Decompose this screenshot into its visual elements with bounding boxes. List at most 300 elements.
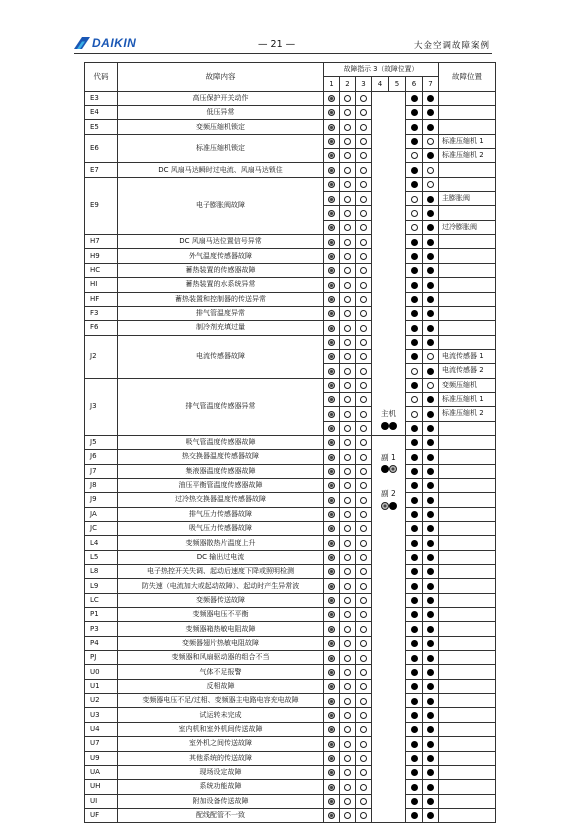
- indicator-cell-2: [340, 579, 356, 593]
- filled-dot-icon: [411, 698, 418, 705]
- fault-description: 标准压缩机锁定: [118, 134, 324, 163]
- open-circle-icon: [344, 382, 351, 389]
- filled-dot-icon: [427, 454, 434, 461]
- indicator-cell-2: [340, 694, 356, 708]
- filled-dot-icon: [427, 368, 434, 375]
- indicator-cell-2: [340, 808, 356, 822]
- open-circle-icon: [344, 95, 351, 102]
- open-circle-icon: [360, 511, 367, 518]
- open-circle-icon: [344, 698, 351, 705]
- fault-code: H7: [85, 235, 118, 249]
- open-circle-icon: [344, 325, 351, 332]
- dotted-circle-icon: [328, 196, 335, 203]
- filled-dot-icon: [427, 611, 434, 618]
- fault-description: 变频器电压不平衡: [118, 608, 324, 622]
- page-number: — 21 —: [258, 39, 296, 50]
- indicator-cell-3: [356, 278, 372, 292]
- indicator-cell-2: [340, 292, 356, 306]
- indicator-cell-7: [423, 507, 439, 521]
- open-circle-icon: [411, 196, 418, 203]
- fault-description: 变频压缩机锁定: [118, 120, 324, 134]
- indicator-cell-6: [406, 808, 423, 822]
- fault-location: [439, 163, 496, 177]
- fault-description: 变频器电压不足/过相、变频器主电路电容充电故障: [118, 694, 324, 708]
- fault-description: 油压平衡管温度传感器故障: [118, 478, 324, 492]
- open-circle-icon: [344, 769, 351, 776]
- fault-location: [439, 249, 496, 263]
- fault-code: P3: [85, 622, 118, 636]
- open-circle-icon: [360, 798, 367, 805]
- indicator-cell-3: [356, 91, 372, 105]
- open-circle-icon: [360, 497, 367, 504]
- dotted-circle-icon: [328, 655, 335, 662]
- header-divider: [74, 53, 492, 54]
- indicator-cell-2: [340, 306, 356, 320]
- filled-dot-icon: [427, 325, 434, 332]
- fault-description: 低压异常: [118, 106, 324, 120]
- logo-text: DAIKIN: [92, 36, 137, 50]
- filled-dot-icon: [427, 669, 434, 676]
- open-circle-icon: [411, 411, 418, 418]
- indicator-cell-3: [356, 737, 372, 751]
- table-row: [85, 522, 496, 536]
- open-circle-icon: [360, 741, 367, 748]
- indicator-cell-7: [423, 364, 439, 378]
- dotted-circle-icon: [328, 138, 335, 145]
- indicator-cell-7: [423, 565, 439, 579]
- indicator-cell-6: [406, 392, 423, 406]
- filled-dot-icon: [427, 310, 434, 317]
- indicator-cell-1: [324, 722, 340, 736]
- fault-code: P4: [85, 636, 118, 650]
- sub-unit-indicator: [372, 435, 406, 822]
- table-row: [85, 263, 496, 277]
- indicator-cell-1: [324, 321, 340, 335]
- indicator-cell-7: [423, 378, 439, 392]
- filled-dot-icon: [427, 196, 434, 203]
- filled-dot-icon: [427, 296, 434, 303]
- fault-location: [439, 550, 496, 564]
- open-circle-icon: [411, 396, 418, 403]
- indicator-cell-3: [356, 622, 372, 636]
- open-circle-icon: [344, 253, 351, 260]
- filled-dot-icon: [427, 540, 434, 547]
- fault-description: 附加设备传送故障: [118, 794, 324, 808]
- fault-description: 排气管温度异常: [118, 306, 324, 320]
- dotted-circle-icon: [328, 152, 335, 159]
- open-circle-icon: [344, 611, 351, 618]
- indicator-cell-2: [340, 765, 356, 779]
- fault-code: E5: [85, 120, 118, 134]
- indicator-cell-1: [324, 192, 340, 206]
- fault-location: [439, 579, 496, 593]
- indicator-cell-2: [340, 780, 356, 794]
- filled-dot-icon: [427, 597, 434, 604]
- dotted-circle-icon: [328, 698, 335, 705]
- indicator-cell-1: [324, 536, 340, 550]
- open-circle-icon: [344, 239, 351, 246]
- indicator-cell-7: [423, 780, 439, 794]
- open-circle-icon: [360, 611, 367, 618]
- indicator-cell-6: [406, 421, 423, 435]
- sub-unit-2-lamps: [372, 500, 405, 511]
- fault-code: F3: [85, 306, 118, 320]
- page-header: [0, 0, 565, 60]
- dotted-circle-icon: [328, 425, 335, 432]
- header-num-6: 6: [406, 77, 423, 91]
- indicator-cell-6: [406, 220, 423, 234]
- indicator-cell-7: [423, 120, 439, 134]
- table-row: [85, 737, 496, 751]
- open-circle-icon: [360, 138, 367, 145]
- open-circle-icon: [360, 812, 367, 819]
- indicator-cell-2: [340, 794, 356, 808]
- indicator-cell-3: [356, 722, 372, 736]
- sub-unit-1-lamps: [372, 463, 405, 474]
- indicator-cell-1: [324, 808, 340, 822]
- open-circle-icon: [344, 425, 351, 432]
- open-circle-icon: [360, 769, 367, 776]
- open-circle-icon: [344, 368, 351, 375]
- indicator-cell-7: [423, 349, 439, 363]
- open-circle-icon: [344, 482, 351, 489]
- indicator-cell-1: [324, 407, 340, 421]
- dotted-circle-icon: [328, 568, 335, 575]
- filled-dot-icon: [411, 353, 418, 360]
- fault-description: 室外机之间传送故障: [118, 737, 324, 751]
- dotted-circle-icon: [328, 411, 335, 418]
- table-row: [85, 493, 496, 507]
- table-row: [85, 321, 496, 335]
- open-circle-icon: [360, 411, 367, 418]
- main-unit-indicator: [372, 91, 406, 435]
- fault-code-table: [84, 62, 496, 823]
- dotted-circle-icon: [328, 368, 335, 375]
- dotted-circle-icon: [328, 525, 335, 532]
- table-row: [85, 751, 496, 765]
- indicator-cell-3: [356, 335, 372, 349]
- dotted-circle-icon: [328, 784, 335, 791]
- indicator-cell-3: [356, 407, 372, 421]
- fault-code: U1: [85, 679, 118, 693]
- fault-location: [439, 780, 496, 794]
- filled-dot-icon: [427, 239, 434, 246]
- indicator-cell-3: [356, 808, 372, 822]
- indicator-cell-7: [423, 765, 439, 779]
- filled-dot-icon: [411, 568, 418, 575]
- indicator-cell-6: [406, 780, 423, 794]
- daikin-logo: [74, 36, 136, 50]
- filled-dot-icon: [427, 726, 434, 733]
- header-num-1: 1: [324, 77, 340, 91]
- indicator-cell-3: [356, 134, 372, 148]
- indicator-cell-3: [356, 220, 372, 234]
- open-circle-icon: [360, 325, 367, 332]
- fault-location: [439, 421, 496, 435]
- indicator-cell-1: [324, 106, 340, 120]
- filled-dot-icon: [381, 422, 389, 430]
- indicator-cell-1: [324, 708, 340, 722]
- open-circle-icon: [360, 468, 367, 475]
- indicator-cell-2: [340, 220, 356, 234]
- indicator-cell-2: [340, 206, 356, 220]
- open-circle-icon: [360, 310, 367, 317]
- indicator-cell-2: [340, 608, 356, 622]
- filled-dot-icon: [411, 611, 418, 618]
- fault-location: [439, 292, 496, 306]
- indicator-cell-3: [356, 593, 372, 607]
- filled-dot-icon: [427, 210, 434, 217]
- dotted-circle-icon: [328, 454, 335, 461]
- indicator-cell-7: [423, 550, 439, 564]
- fault-description: 变频器翅片热敏电阻故障: [118, 636, 324, 650]
- indicator-cell-3: [356, 364, 372, 378]
- indicator-cell-6: [406, 378, 423, 392]
- indicator-cell-2: [340, 134, 356, 148]
- indicator-cell-2: [340, 651, 356, 665]
- filled-dot-icon: [427, 411, 434, 418]
- filled-dot-icon: [427, 583, 434, 590]
- indicator-cell-7: [423, 694, 439, 708]
- fault-code: F6: [85, 321, 118, 335]
- filled-dot-icon: [427, 511, 434, 518]
- fault-code: J2: [85, 335, 118, 378]
- indicator-cell-3: [356, 106, 372, 120]
- indicator-cell-6: [406, 292, 423, 306]
- indicator-cell-2: [340, 421, 356, 435]
- fault-description: 其他系统的传送故障: [118, 751, 324, 765]
- indicator-cell-6: [406, 435, 423, 449]
- indicator-cell-7: [423, 536, 439, 550]
- open-circle-icon: [344, 411, 351, 418]
- indicator-cell-7: [423, 263, 439, 277]
- indicator-cell-2: [340, 679, 356, 693]
- open-circle-icon: [360, 482, 367, 489]
- indicator-cell-2: [340, 665, 356, 679]
- open-circle-icon: [411, 368, 418, 375]
- fault-description: 高压保护开关动作: [118, 91, 324, 105]
- dotted-circle-icon: [328, 741, 335, 748]
- dotted-circle-icon: [328, 640, 335, 647]
- indicator-cell-7: [423, 407, 439, 421]
- indicator-cell-2: [340, 335, 356, 349]
- open-circle-icon: [411, 210, 418, 217]
- dotted-circle-icon: [328, 812, 335, 819]
- filled-dot-icon: [427, 755, 434, 762]
- fault-description: 气体不足报警: [118, 665, 324, 679]
- indicator-cell-6: [406, 349, 423, 363]
- indicator-cell-6: [406, 106, 423, 120]
- filled-dot-icon: [411, 310, 418, 317]
- indicator-cell-6: [406, 249, 423, 263]
- indicator-cell-2: [340, 192, 356, 206]
- dotted-circle-icon: [328, 396, 335, 403]
- open-circle-icon: [344, 669, 351, 676]
- indicator-cell-7: [423, 636, 439, 650]
- table-row: [85, 91, 496, 105]
- indicator-cell-7: [423, 421, 439, 435]
- fault-description: 吸气管温度传感器故障: [118, 435, 324, 449]
- filled-dot-icon: [427, 640, 434, 647]
- fault-description: 蓄热装置和控制器的传送异常: [118, 292, 324, 306]
- indicator-cell-1: [324, 464, 340, 478]
- dotted-circle-icon: [389, 465, 397, 473]
- indicator-cell-7: [423, 737, 439, 751]
- fault-code: L9: [85, 579, 118, 593]
- indicator-cell-7: [423, 808, 439, 822]
- indicator-cell-1: [324, 751, 340, 765]
- fault-rows: [85, 91, 496, 823]
- open-circle-icon: [344, 224, 351, 231]
- indicator-cell-1: [324, 679, 340, 693]
- fault-code: U9: [85, 751, 118, 765]
- indicator-cell-7: [423, 392, 439, 406]
- sub-unit-2-label: 副 2: [381, 489, 396, 499]
- indicator-cell-3: [356, 608, 372, 622]
- open-circle-icon: [360, 655, 367, 662]
- header-num-7: 7: [423, 77, 439, 91]
- dotted-circle-icon: [328, 497, 335, 504]
- filled-dot-icon: [411, 239, 418, 246]
- indicator-cell-7: [423, 722, 439, 736]
- open-circle-icon: [360, 282, 367, 289]
- filled-dot-icon: [411, 726, 418, 733]
- indicator-cell-3: [356, 780, 372, 794]
- open-circle-icon: [360, 669, 367, 676]
- open-circle-icon: [344, 353, 351, 360]
- filled-dot-icon: [411, 583, 418, 590]
- main-unit-label: 主机: [381, 409, 396, 419]
- open-circle-icon: [360, 712, 367, 719]
- indicator-cell-6: [406, 522, 423, 536]
- indicator-cell-2: [340, 464, 356, 478]
- dotted-circle-icon: [328, 310, 335, 317]
- indicator-cell-3: [356, 349, 372, 363]
- dotted-circle-icon: [328, 439, 335, 446]
- fault-description: 系统功能故障: [118, 780, 324, 794]
- dotted-circle-icon: [328, 181, 335, 188]
- fault-location: [439, 565, 496, 579]
- indicator-cell-1: [324, 378, 340, 392]
- open-circle-icon: [344, 741, 351, 748]
- indicator-cell-3: [356, 478, 372, 492]
- fault-code: JA: [85, 507, 118, 521]
- open-circle-icon: [360, 525, 367, 532]
- indicator-cell-6: [406, 737, 423, 751]
- filled-dot-icon: [411, 540, 418, 547]
- indicator-cell-7: [423, 794, 439, 808]
- fault-code: J5: [85, 435, 118, 449]
- indicator-cell-6: [406, 694, 423, 708]
- dotted-circle-icon: [328, 167, 335, 174]
- fault-code: P1: [85, 608, 118, 622]
- indicator-cell-1: [324, 392, 340, 406]
- fault-code: E3: [85, 91, 118, 105]
- open-circle-icon: [360, 239, 367, 246]
- fault-description: DC 风扇马达位置信号异常: [118, 235, 324, 249]
- indicator-cell-3: [356, 450, 372, 464]
- indicator-cell-6: [406, 263, 423, 277]
- open-circle-icon: [344, 525, 351, 532]
- open-circle-icon: [360, 109, 367, 116]
- indicator-cell-7: [423, 91, 439, 105]
- fault-location: [439, 464, 496, 478]
- fault-description: 变频器散热片温度上升: [118, 536, 324, 550]
- table-row: [85, 665, 496, 679]
- fault-location: 标准压缩机 1: [439, 392, 496, 406]
- fault-code: J9: [85, 493, 118, 507]
- fault-location: [439, 306, 496, 320]
- open-circle-icon: [344, 196, 351, 203]
- indicator-cell-1: [324, 651, 340, 665]
- fault-description: 过冷热交换器温度传感器故障: [118, 493, 324, 507]
- fault-description: 电子膨胀阀故障: [118, 177, 324, 234]
- indicator-cell-7: [423, 579, 439, 593]
- indicator-cell-1: [324, 665, 340, 679]
- indicator-cell-1: [324, 235, 340, 249]
- indicator-cell-1: [324, 278, 340, 292]
- fault-description: 蓄热装置的传感器故障: [118, 263, 324, 277]
- indicator-cell-6: [406, 507, 423, 521]
- open-circle-icon: [427, 181, 434, 188]
- fault-location: 过冷膨胀阀: [439, 220, 496, 234]
- filled-dot-icon: [411, 626, 418, 633]
- indicator-cell-3: [356, 493, 372, 507]
- indicator-cell-1: [324, 120, 340, 134]
- filled-dot-icon: [427, 741, 434, 748]
- indicator-cell-1: [324, 622, 340, 636]
- sub-unit-1-label: 副 1: [381, 452, 396, 462]
- header-num-3: 3: [356, 77, 372, 91]
- dotted-circle-icon: [328, 95, 335, 102]
- indicator-cell-3: [356, 421, 372, 435]
- fault-description: 电流传感器故障: [118, 335, 324, 378]
- indicator-cell-3: [356, 177, 372, 191]
- open-circle-icon: [344, 454, 351, 461]
- filled-dot-icon: [411, 755, 418, 762]
- open-circle-icon: [360, 698, 367, 705]
- table-row: [85, 679, 496, 693]
- indicator-cell-1: [324, 507, 340, 521]
- open-circle-icon: [360, 425, 367, 432]
- open-circle-icon: [360, 368, 367, 375]
- open-circle-icon: [344, 583, 351, 590]
- indicator-cell-2: [340, 593, 356, 607]
- table-row: [85, 636, 496, 650]
- dotted-circle-icon: [328, 597, 335, 604]
- indicator-cell-2: [340, 149, 356, 163]
- indicator-cell-3: [356, 651, 372, 665]
- open-circle-icon: [360, 626, 367, 633]
- open-circle-icon: [344, 282, 351, 289]
- indicator-cell-3: [356, 679, 372, 693]
- fault-location: 标准压缩机 2: [439, 149, 496, 163]
- indicator-cell-6: [406, 651, 423, 665]
- filled-dot-icon: [411, 267, 418, 274]
- indicator-cell-6: [406, 306, 423, 320]
- fault-location: [439, 536, 496, 550]
- filled-dot-icon: [411, 454, 418, 461]
- indicator-cell-3: [356, 120, 372, 134]
- open-circle-icon: [427, 167, 434, 174]
- indicator-cell-3: [356, 235, 372, 249]
- dotted-circle-icon: [328, 468, 335, 475]
- fault-location: 电流传感器 1: [439, 349, 496, 363]
- indicator-cell-3: [356, 751, 372, 765]
- indicator-cell-6: [406, 579, 423, 593]
- indicator-cell-2: [340, 751, 356, 765]
- indicator-cell-7: [423, 478, 439, 492]
